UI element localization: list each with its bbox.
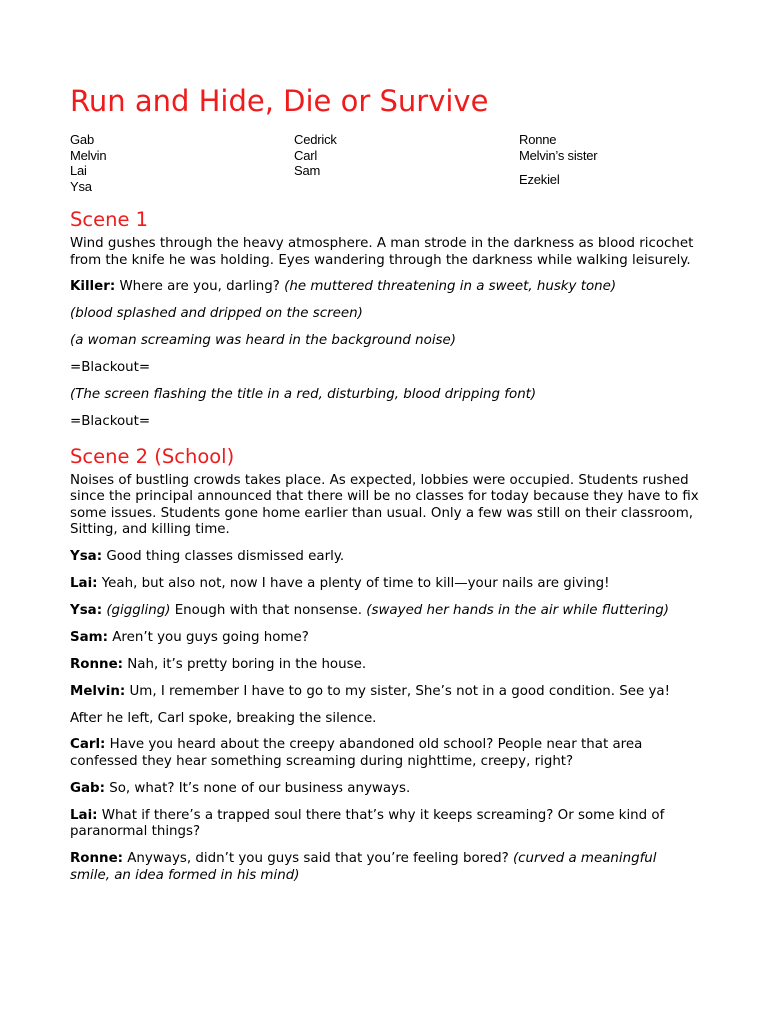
stage-direction xyxy=(70,387,700,404)
scene-2-intro: Noises of bustling crowds takes place. As expected, lobbies were occupied. Students rushed since the principal announced that there will be no classes for today because they have to fix some issues. Students gone home earlier than usual. Only a few was still on their classroom, Sitting, and killing time. xyxy=(70,472,699,538)
speaker-name: Gab: xyxy=(70,780,105,796)
dialogue-line xyxy=(70,279,700,296)
cast-name: Cedrick xyxy=(294,132,337,147)
stage-direction-text: (The screen flashing the title in a red, disturbing, blood dripping font) xyxy=(70,387,537,403)
dialogue-line xyxy=(70,851,700,884)
cast-column-3 xyxy=(519,132,597,188)
speaker-name: Sam: xyxy=(70,629,108,645)
stage-direction: (swayed her hands in the air while fluttering) xyxy=(366,602,670,618)
stage-direction-text: (blood splashed and dripped on the screen) xyxy=(70,306,363,322)
dialogue-line xyxy=(70,808,700,841)
speaker-name: Ronne: xyxy=(70,851,124,867)
cast-name: Ronne xyxy=(519,132,557,147)
dialogue-line xyxy=(70,603,700,620)
dialogue-text: Um, I remember I have to go to my sister, She’s not in a good condition. See ya! xyxy=(125,683,671,699)
blackout: =Blackout= xyxy=(70,413,151,429)
cast-name: Ezekiel xyxy=(519,172,560,187)
dialogue-line xyxy=(70,576,700,593)
dialogue-line xyxy=(70,630,700,647)
cast-name: Melvin’s sister xyxy=(519,147,598,163)
stage-direction-text: (a woman screaming was heard in the background noise) xyxy=(70,333,456,349)
dialogue-line xyxy=(70,684,700,701)
document-title: Run and Hide, Die or Survive xyxy=(70,84,489,118)
cast-name: Melvin xyxy=(70,147,107,163)
dialogue-text: Enough with that nonsense. xyxy=(170,602,367,618)
dialogue-text: What if there’s a trapped soul there that’s why it keeps screaming? Or some kind of paranormal things? xyxy=(70,807,665,840)
dialogue-text: Anyways, didn’t you guys said that you’re feeling bored? xyxy=(123,851,513,867)
blackout: =Blackout= xyxy=(70,360,151,376)
dialogue-line xyxy=(70,781,700,798)
dialogue-text: Good thing classes dismissed early. xyxy=(102,549,345,565)
dialogue-line xyxy=(70,657,700,674)
speaker-name: Lai: xyxy=(70,807,98,823)
cast-name: Carl xyxy=(294,147,318,163)
speaker-name: Ysa: xyxy=(70,602,103,618)
dialogue-line xyxy=(70,549,700,566)
script-body xyxy=(70,207,700,895)
stage-direction xyxy=(70,333,700,350)
cast-name: Ysa xyxy=(70,178,92,194)
speaker-name: Ronne: xyxy=(70,656,124,672)
stage-direction: (giggling) xyxy=(106,602,171,618)
dialogue-text: Aren’t you guys going home? xyxy=(108,629,309,645)
speaker-name: Carl: xyxy=(70,737,106,753)
cast-column-2 xyxy=(294,132,337,179)
dialogue-text: Have you heard about the creepy abandoned old school? People near that area confessed they hear something screaming during nighttime, creepy, right? xyxy=(70,737,643,770)
stage-direction: (he muttered threatening in a sweet, husky tone) xyxy=(284,279,617,295)
cast-name: Gab xyxy=(70,132,94,147)
cast-name: Lai xyxy=(70,163,87,178)
dialogue-text: Yeah, but also not, now I have a plenty of time to kill—your nails are giving! xyxy=(97,576,610,592)
scene-1-heading: Scene 1 xyxy=(70,208,149,231)
speaker-name: Melvin: xyxy=(70,683,126,699)
narration: After he left, Carl spoke, breaking the silence. xyxy=(70,710,377,726)
speaker-name: Ysa: xyxy=(70,549,103,565)
stage-direction xyxy=(70,306,700,323)
speaker-name: Lai: xyxy=(70,576,98,592)
stage-direction: (curved a meaningful smile, an idea formed in his mind) xyxy=(70,851,657,883)
cast-column-1 xyxy=(70,132,106,194)
dialogue-text: Nah, it’s pretty boring in the house. xyxy=(123,656,367,672)
dialogue-text: Where are you, darling? xyxy=(115,279,285,295)
cast-name: Sam xyxy=(294,163,321,178)
scene-1-intro: Wind gushes through the heavy atmosphere. A man strode in the darkness as blood ricochet from the knife he was holding. Eyes wandering through the darkness while walking leisurely. xyxy=(70,236,694,268)
speaker-name: Killer: xyxy=(70,279,116,295)
scene-2-heading: Scene 2 (School) xyxy=(70,444,235,468)
dialogue-text: So, what? It’s none of our business anyways. xyxy=(104,780,411,796)
dialogue-line xyxy=(70,737,700,770)
